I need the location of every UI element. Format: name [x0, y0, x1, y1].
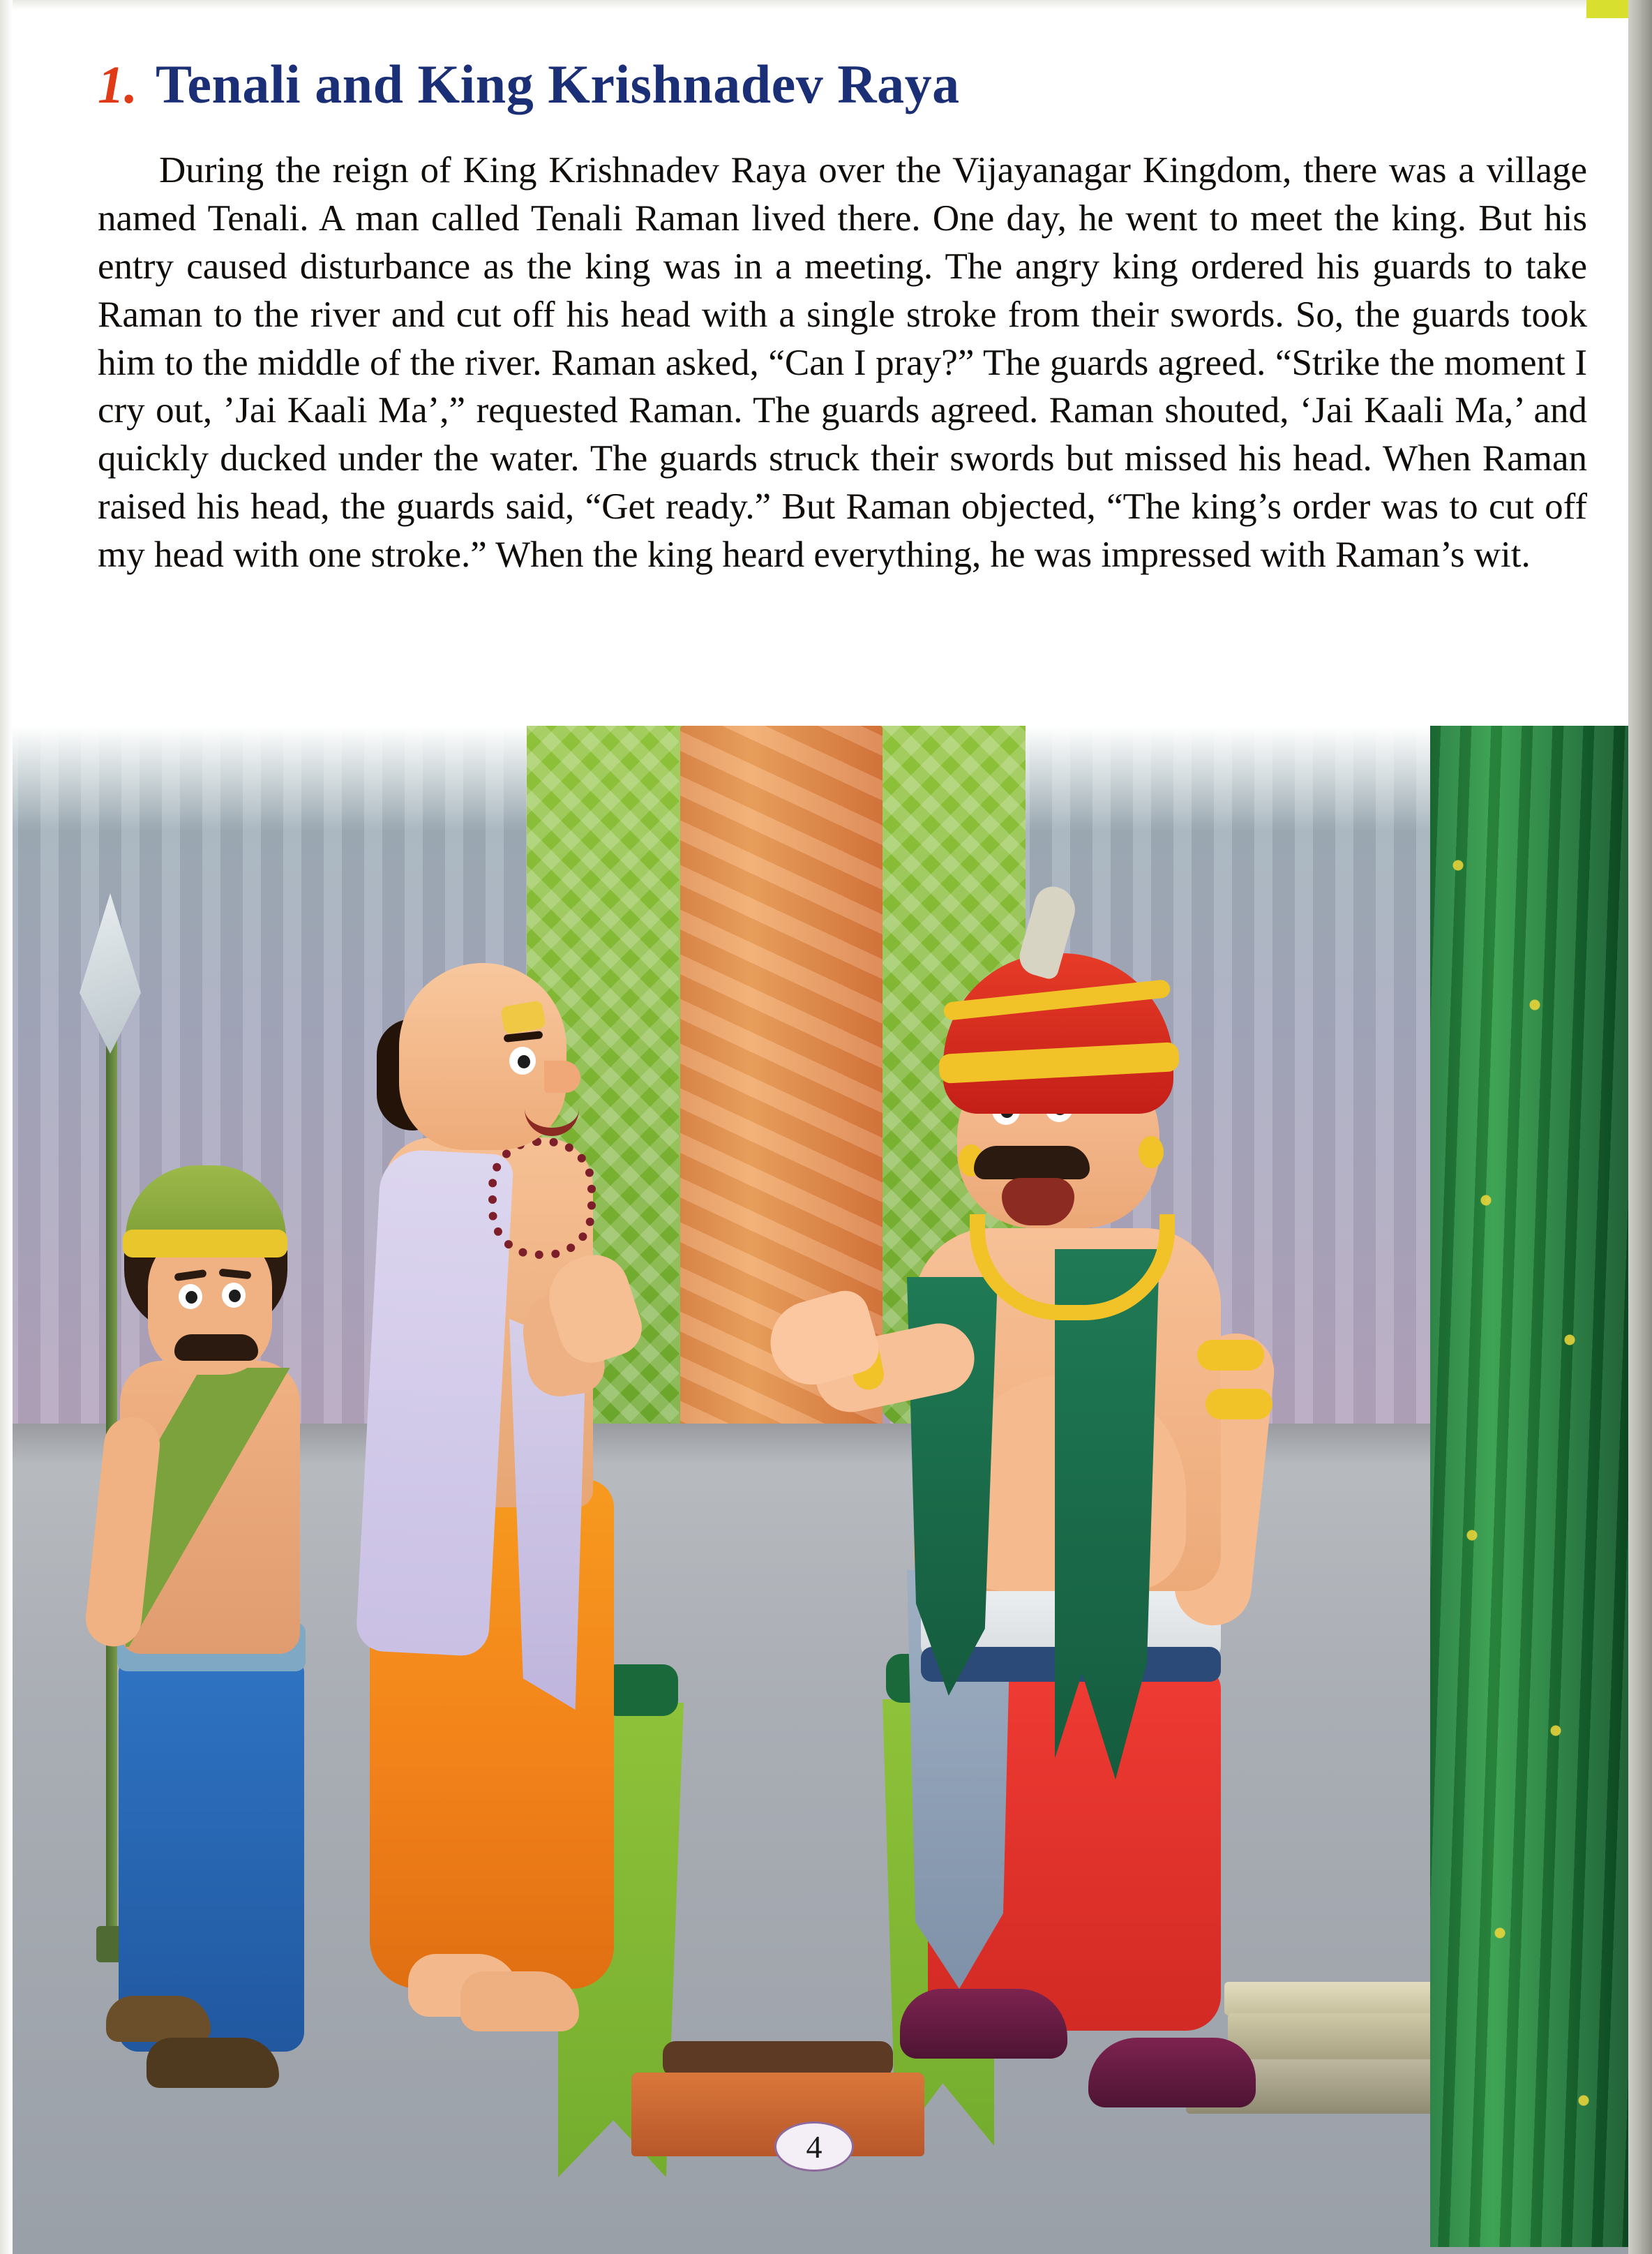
tenali-nose [544, 1061, 580, 1093]
chapter-illustration [0, 726, 1652, 2254]
guard-pupil-left [186, 1291, 197, 1304]
chapter-title: Tenali and King Krishnadev Raya [156, 54, 960, 114]
tenali-pupil [518, 1055, 530, 1068]
tenali-prayer-beads [488, 1137, 596, 1259]
guard-shoe-front [147, 2038, 279, 2088]
guard-pupil-right [229, 1290, 241, 1302]
tenali-foot-front [460, 1971, 579, 2031]
king-armlet-upper [1197, 1340, 1264, 1371]
guard-shoe-back [106, 1996, 211, 2042]
scan-edge-left [0, 0, 13, 2254]
king-moustache [974, 1146, 1090, 1179]
scan-edge-top-accent [1586, 0, 1628, 18]
king-turban [943, 953, 1173, 1114]
scan-edge-top [0, 0, 1652, 10]
dark-green-curtain [1430, 726, 1639, 2247]
story-body-text: During the reign of King Krishnadev Raya over the Vijayanagar Kingdom, there was a village named Tenali. A man called Tenali Raman lived there. One day, he went to meet the king. But his entry caused disturbance as the king was in a meeting. The angry king ordered his guards to take Raman to the river and cut off his head with a single stroke from their swords. So, the guards took him to the middle of the river. Raman asked, “Can I pray?” The guards agreed. “Strike the moment I cry out, ’Jai Kaali Ma’,” requested Raman. The guards agreed. Raman shouted, ‘Jai Kaali Ma,’ and quickly ducked under the water. The guards struck their swords but missed his head. When Raman raised his head, the guards said, “Get ready.” But Raman objected, “The king’s order was to cut off my head with one stroke.” When the king heard everything, he was impressed with Raman’s wit. [98, 150, 1587, 576]
king-armlet-lower [1206, 1389, 1272, 1419]
guard-dhoti [119, 1661, 304, 2052]
king-shoe-front [1088, 2038, 1256, 2107]
scan-edge-right [1628, 0, 1652, 2254]
king-earring-right [1139, 1136, 1164, 1168]
page-number: 4 [774, 2121, 854, 2172]
king-krishnadev-raya [809, 886, 1367, 2073]
king-shoe-back [900, 1989, 1067, 2059]
guard-turban-band [123, 1230, 287, 1257]
page-title [98, 54, 1465, 114]
spear-head [80, 893, 141, 1054]
king-mouth [1002, 1178, 1074, 1225]
chapter-number: 1. [98, 56, 137, 114]
guard-moustache [174, 1334, 258, 1361]
tenali-raman [279, 928, 670, 2059]
